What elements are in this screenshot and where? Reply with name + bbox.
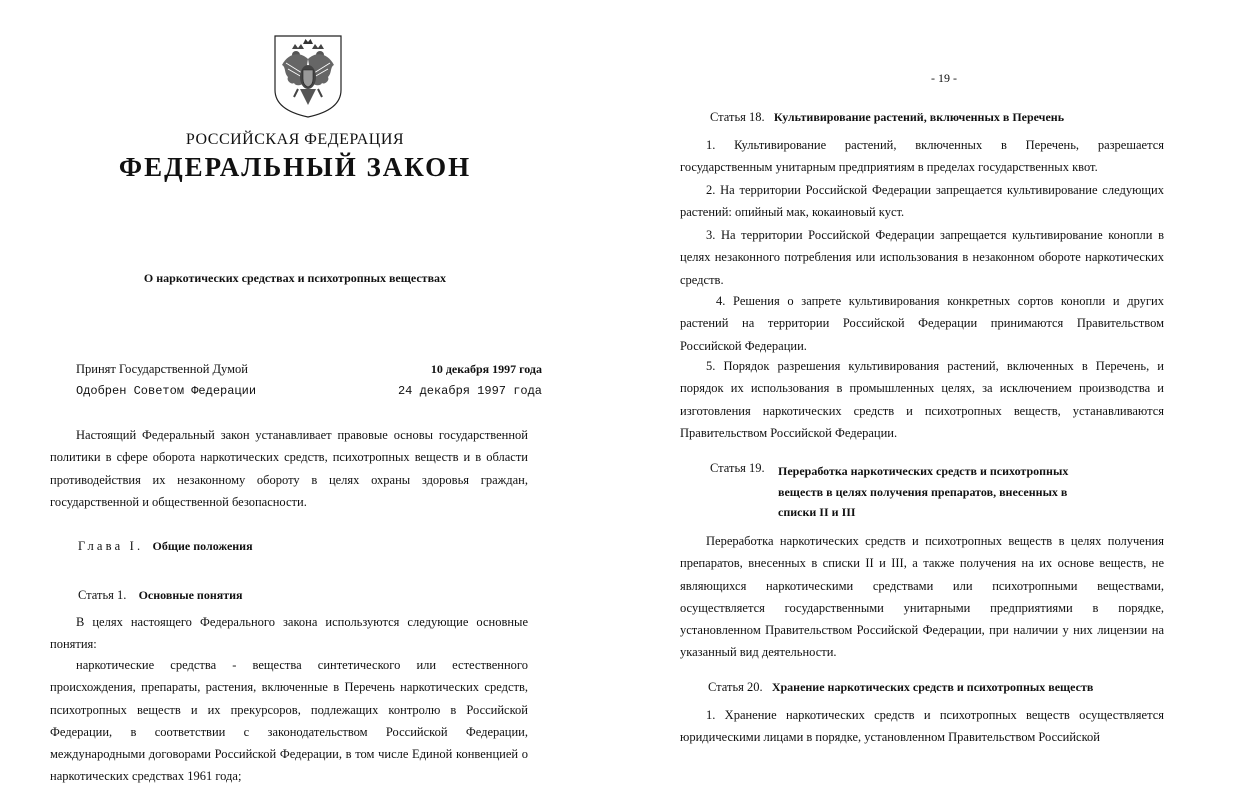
article-20-paragraph: 1. Хранение наркотических средств и психотропных веществ осуществляется юридическими лицами в порядке, установленном Правительством Российской — [680, 708, 1164, 745]
right-page — [650, 0, 1238, 808]
article-number: Статья 18. — [710, 110, 765, 124]
article-number: Статья 20. — [708, 680, 763, 694]
article-18-paragraph: 2. На территории Российской Федерации запрещается культивирование следующих растений: опийный мак, кокаиновый куст. — [680, 183, 1164, 220]
chapter-heading — [78, 539, 253, 554]
article-18-paragraph: 3. На территории Российской Федерации запрещается культивирование конопли в целях незаконного потребления или использования в незаконном обороте наркотических средств. — [680, 228, 1164, 287]
article-1-paragraph: В целях настоящего Федерального закона используются следующие основные понятия: — [50, 615, 528, 652]
coat-of-arms-emblem-icon — [272, 33, 344, 119]
article-name: Культивирование растений, включенных в Перечень — [773, 110, 1065, 124]
adoption-label: Одобрен Советом Федерации — [76, 384, 257, 398]
page-number: - 19 - — [931, 71, 957, 85]
article-18-paragraph: 5. Порядок разрешения культивирования растений, включенных в Перечень, и порядок их использования в промышленных целях, за исключением производства и изготовления наркотических средств и психотропных веществ, устанавливаются Правительством Российской Федерации. — [680, 359, 1164, 440]
left-page — [0, 0, 590, 808]
preamble-paragraph: Настоящий Федеральный закон устанавливает правовые основы государственной политики в сфере оборота наркотических средств, психотропных веществ и в области противодействия их незаконному обороту в целях охраны здоровья граждан, государственной и общественной безопасности. — [50, 428, 528, 509]
adoption-date: 24 декабря 1997 года — [397, 384, 542, 398]
article-1-heading — [78, 588, 243, 603]
article-name-line: Переработка наркотических средств и психотропных — [778, 464, 1069, 478]
adoption-date: 10 декабря 1997 года — [430, 362, 542, 376]
adoption-label: Принят Государственной Думой — [76, 362, 248, 376]
article-number: Статья 19. — [710, 461, 765, 475]
article-19-paragraph: Переработка наркотических средств и психотропных веществ в целях получения препаратов, внесенных в списки II и III, а также получения на их основе веществ, не являющихся наркотическими средствами или психотропными веществами, осуществляется государственными унитарными предприятиями в порядке, установленном Правительством Российской Федерации, при наличии у них лицензии на указанный вид деятельности. — [680, 534, 1164, 660]
article-18-heading — [710, 110, 1064, 125]
chapter-name: Общие положения — [152, 539, 253, 553]
article-name-line: списки II и III — [778, 505, 856, 520]
article-number: Статья 1. — [78, 588, 127, 602]
article-20-heading — [708, 680, 1093, 695]
law-subtitle: О наркотических средствах и психотропных веществах — [143, 271, 447, 285]
article-name-line: веществ в целях получения препаратов, внесенных в — [778, 484, 1068, 499]
article-name: Основные понятия — [138, 588, 243, 602]
article-18-paragraph: 1. Культивирование растений, включенных в Перечень, разрешается государственным унитарным предприятиям в пределах государственных квот. — [680, 138, 1164, 175]
article-1-paragraph: наркотические средства - вещества синтетического или естественного происхождения, препараты, растения, включенные в Перечень наркотических средств, психотропных веществ и их прекурсоров, подлежащих контролю в Российской Федерации, в соответствии с законодательством Российской Федерации, международными договорами Российской Федерации, в том числе Единой конвенцией о наркотических средствах 1961 года; — [50, 658, 528, 784]
article-name — [778, 461, 1118, 523]
article-18-paragraph: 4. Решения о запрете культивирования конкретных сортов конопли и других растений на территории Российской Федерации принимаются Правительством Российской Федерации. — [680, 294, 1164, 353]
document-type-title: ФЕДЕРАЛЬНЫЙ ЗАКОН — [118, 152, 472, 182]
article-name: Хранение наркотических средств и психотропных веществ — [771, 680, 1094, 694]
country-title: РОССИЙСКАЯ ФЕДЕРАЦИЯ — [185, 131, 405, 148]
chapter-number: Глава I. — [78, 539, 144, 553]
